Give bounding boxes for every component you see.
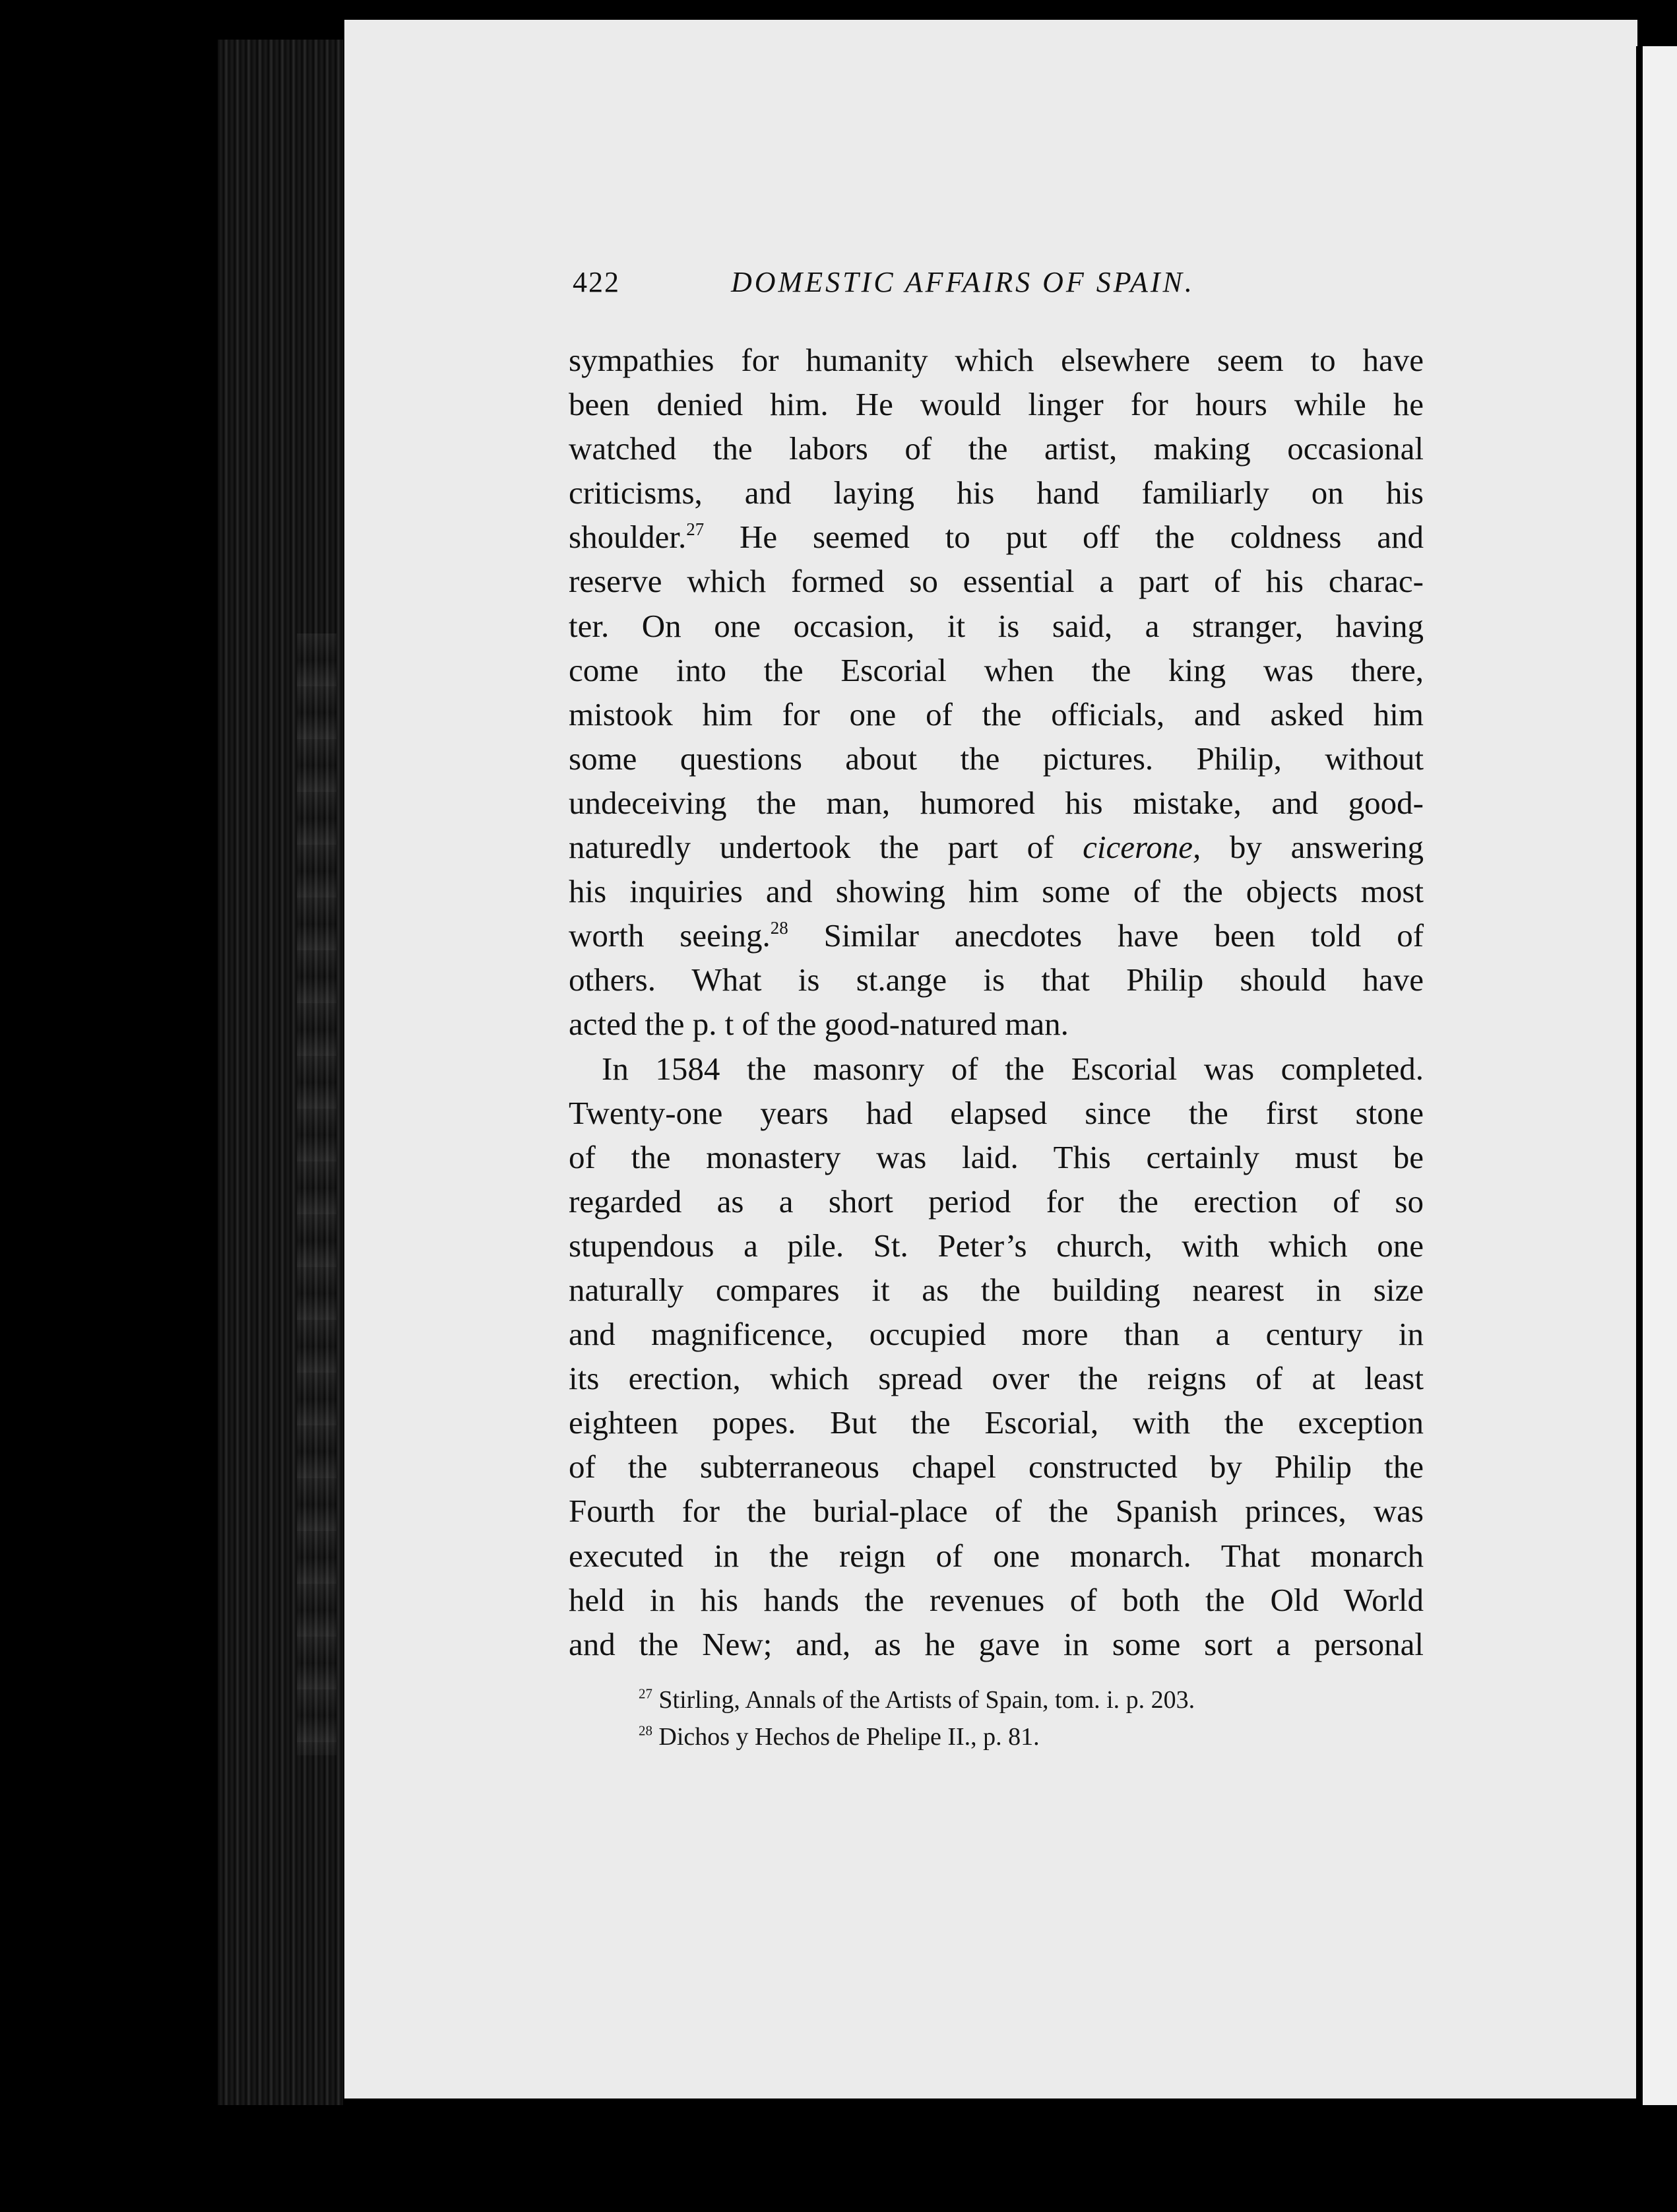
footnote-mark: 28 [639,1722,652,1739]
text-line: been denied him. He would linger for hours while he [569,386,1424,423]
text-line: others. What is st.ange is that Philip should have [569,961,1424,998]
text-line: some questions about the pictures. Philip, without [569,740,1424,777]
text-line: mistook him for one of the officials, and asked him [569,696,1424,732]
text-line: acted the p. t of the good-natured man. [569,1006,1069,1043]
page-edges [218,40,343,2105]
text-line: of the subterraneous chapel constructed by Philip the [569,1448,1424,1485]
text-line: held in his hands the revenues of both the Old World [569,1581,1424,1618]
text-fragment: worth seeing. [569,917,771,954]
footnote-text: Stirling, Annals of the Artists of Spain, tom. i. p. 203. [658,1686,1195,1714]
text-line: come into the Escorial when the king was there, [569,651,1424,688]
text-line: stupendous a pile. St. Peter’s church, with which one [569,1227,1424,1264]
text-line: his inquiries and showing him some of the objects most [569,873,1424,910]
text-line: eighteen popes. But the Escorial, with the exception [569,1404,1424,1441]
footnote-text: Dichos y Hechos de Phelipe II., p. 81. [658,1723,1040,1751]
italic-word: cicerone, [1083,829,1201,866]
body-text [569,338,1424,1666]
text-line: regarded as a short period for the erection of so [569,1183,1424,1220]
text-line: executed in the reign of one monarch. That monarch [569,1537,1424,1574]
page-number: 422 [573,266,620,298]
text-line [569,913,1424,958]
text-line: and the New; and, as he gave in some sort a personal [569,1625,1424,1662]
text-fragment: He seemed to put off the coldness and [740,519,1424,556]
text-line [569,515,1424,559]
text-line: In 1584 the masonry of the Escorial was completed. [602,1050,1424,1087]
text-line: and magnificence, occupied more than a century in [569,1316,1424,1353]
footnote-ref: 28 [770,918,788,938]
text-fragment: shoulder. [569,519,687,556]
text-line: sympathies for humanity which elsewhere seem to have [569,342,1424,378]
footnotes [639,1681,1430,1755]
text-fragment: Similar anecdotes have been told of [823,917,1424,954]
footnote-ref: 27 [686,519,705,540]
text-line: reserve which formed so essential a part of his charac- [569,563,1424,600]
text-line [569,825,1424,869]
text-line: watched the labors of the artist, making occasional [569,430,1424,467]
running-head [573,265,1430,305]
footnote-mark: 27 [639,1685,652,1702]
footnote [639,1718,1430,1755]
text-line: ter. On one occasion, it is said, a stranger, having [569,607,1424,644]
text-line: Fourth for the burial-place of the Spanish princes, was [569,1493,1424,1530]
text-fragment: naturedly undertook the part of [569,829,1054,866]
facing-page-edge [1636,46,1677,2105]
text-line: Twenty-one years had elapsed since the first stone [569,1094,1424,1131]
footnote [639,1681,1430,1718]
page-title: DOMESTIC AFFAIRS OF SPAIN. [731,266,1195,298]
text-line: criticisms, and laying his hand familiarly on his [569,474,1424,511]
text-line: naturally compares it as the building nearest in size [569,1271,1424,1308]
text-line: of the monastery was laid. This certainly must be [569,1138,1424,1175]
text-fragment: by answering [1229,829,1424,866]
text-line: its erection, which spread over the reigns of at least [569,1360,1424,1397]
text-line: undeceiving the man, humored his mistake, and good- [569,784,1424,821]
